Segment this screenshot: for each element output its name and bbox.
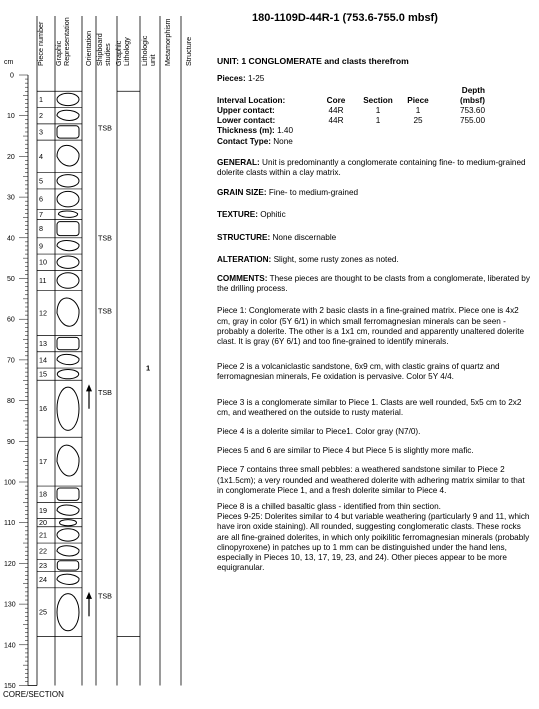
piece-number: 4 xyxy=(39,151,43,161)
clast-outline xyxy=(57,145,79,166)
clast-outline xyxy=(57,222,79,236)
header-cm: cm xyxy=(4,59,14,66)
note-piece-7: Piece 7 contains three small pebbles: a weathered sandstone similar to Piece 2 (1x1.5cm); a very rounded and weathered dolerite with adhering matrix similar to that in conglomerate Piece 1, and a fresh dolerite similar to Piece 4. xyxy=(217,465,525,495)
piece-number: 6 xyxy=(39,194,43,204)
depth-label: 90 xyxy=(7,438,15,446)
header-lithologic-unit: unit xyxy=(148,54,157,66)
shipboard-sample-label: TSB xyxy=(98,591,112,601)
pieces-range: 1-25 xyxy=(247,74,265,84)
alteration-text: Slight, some rusty zones as noted. xyxy=(273,254,399,264)
col-depth: Depth (mbsf) xyxy=(459,86,485,106)
piece-number: 21 xyxy=(39,530,47,540)
note-pieces-8-25: Piece 8 is a chilled basaltic glass - identified from thin section. Pieces 9-25: Dolerites similar to 4 but variable weathering (particularly 9 and 11, which have iron oxide staining). All rounded, suggesting conglomeratic clasts. These rocks are all fine-grained dolerites, in which only poikilitic ferromagnesian minerals (probably clinopyroxene) in patches up to 1 mm can be distinguished under the hand lens, especially in Pieces 10, 13, 17, 19, 23, and 24). Other pieces appear to be more equigranular. xyxy=(217,502,530,573)
depth-label: 40 xyxy=(7,235,15,243)
orientation-arrow-head xyxy=(86,592,92,599)
clast-outline xyxy=(57,594,79,631)
structure-label: STRUCTURE: xyxy=(217,232,271,242)
depth-label: 10 xyxy=(7,113,15,121)
general-label: GENERAL: xyxy=(217,157,260,167)
comments-label: COMMENTS: xyxy=(217,274,268,284)
header-graphic-representation: Graphic xyxy=(54,40,63,66)
piece-number: 15 xyxy=(39,369,47,379)
clast-outline xyxy=(57,387,79,430)
header-metamorphism: Metamorphism xyxy=(163,18,172,66)
pieces-label: Pieces: xyxy=(217,74,246,84)
depth-label: 20 xyxy=(7,153,15,161)
clast-outline xyxy=(57,561,78,570)
core-log-graphic xyxy=(0,0,212,709)
clast-outline xyxy=(57,126,79,138)
piece-number: 5 xyxy=(39,176,43,186)
piece-number: 16 xyxy=(39,404,47,414)
clast-outline xyxy=(57,370,78,379)
note-piece-3: Piece 3 is a conglomerate similar to Piece 1. Clasts are well rounded, 5x5 cm to 2x2 cm, and weathered on the outside to rusty material. xyxy=(217,397,522,417)
depth-label: 30 xyxy=(7,194,15,202)
clast-outline xyxy=(57,505,79,515)
lower-contact-label: Lower contact: xyxy=(217,116,276,126)
piece-number: 18 xyxy=(39,489,47,499)
core-section-label: CORE/SECTION xyxy=(3,690,64,699)
texture-label: TEXTURE: xyxy=(217,210,258,220)
depth-label: 130 xyxy=(4,601,16,609)
header-shipboard-studies: Shipboard xyxy=(95,33,104,66)
interval-heading: Interval Location: xyxy=(217,96,286,106)
clast-outline xyxy=(60,520,77,526)
clast-outline xyxy=(57,273,79,288)
depth-label: 110 xyxy=(4,520,16,528)
depth-label: 70 xyxy=(7,357,15,365)
clast-outline xyxy=(58,211,77,217)
piece-number: 17 xyxy=(39,457,47,467)
piece-number: 8 xyxy=(39,224,43,234)
piece-number: 22 xyxy=(39,546,47,556)
lithologic-unit-number: 1 xyxy=(146,363,151,373)
piece-number: 11 xyxy=(39,276,47,286)
lower-core: 44R xyxy=(328,116,344,126)
note-piece-4: Piece 4 is a dolerite similar to Piece1. Color gray (N7/0). xyxy=(217,427,421,437)
clast-outline xyxy=(57,191,79,206)
unit-description xyxy=(217,56,533,574)
core-identifier: 180-1109D-44R-1 (753.6-755.0 mbsf) xyxy=(252,12,438,24)
upper-core: 44R xyxy=(328,106,344,116)
header-piece-number: Piece number xyxy=(36,21,45,66)
contact-type-label: Contact Type: xyxy=(217,136,271,146)
clast-outline xyxy=(57,337,79,349)
piece-number: 9 xyxy=(39,241,43,251)
clast-outline xyxy=(57,256,79,268)
note-piece-2: Piece 2 is a volcaniclastic sandstone, 6x9 cm, with clastic grains of quartz and ferromagnesian minerals, Fe oxidation is pervasive. Color 5Y 4/4. xyxy=(217,362,500,382)
texture-text: Ophitic xyxy=(260,210,286,220)
col-core: Core xyxy=(326,96,346,106)
structure-text: None discernable xyxy=(272,232,337,242)
comments-text: These pieces are thought to be clasts from a conglomerate, liberated by the drilling process. xyxy=(217,274,530,294)
shipboard-sample-label: TSB xyxy=(98,387,112,397)
lower-piece: 25 xyxy=(413,116,423,126)
upper-piece: 1 xyxy=(415,106,421,116)
clast-outline xyxy=(57,93,79,105)
piece-number: 12 xyxy=(39,308,47,318)
piece-number: 19 xyxy=(39,505,47,515)
thickness-value: 1.40 xyxy=(277,126,293,136)
header-lithologic-unit: Lithologic xyxy=(140,35,149,66)
piece-number: 1 xyxy=(39,94,43,104)
shipboard-studies-column xyxy=(98,123,112,600)
clast-outline xyxy=(57,354,79,364)
lower-depth: 755.00 xyxy=(459,116,485,126)
clast-outline xyxy=(57,546,79,556)
header-structure: Structure xyxy=(184,36,193,66)
header-graphic-lithology: Lithology xyxy=(122,37,131,66)
shipboard-sample-label: TSB xyxy=(98,123,112,133)
shipboard-sample-label: TSB xyxy=(98,233,112,243)
piece-number: 2 xyxy=(39,111,43,121)
header-shipboard-studies: studies xyxy=(103,43,112,66)
general-text: Unit is predominantly a conglomerate containing fine- to medium-grained dolerite clasts within a clay matrix. xyxy=(217,157,526,178)
graphic-representation xyxy=(57,93,79,631)
upper-contact-label: Upper contact: xyxy=(217,106,275,116)
thickness-label: Thickness (m): xyxy=(217,126,275,136)
depth-label: 60 xyxy=(7,316,15,324)
unit-name: CONGLOMERATE and clasts therefrom xyxy=(248,56,409,66)
interval-table xyxy=(217,86,485,126)
log-frame xyxy=(28,16,181,686)
header-graphic-lithology: Graphic xyxy=(114,40,123,66)
depth-label: 140 xyxy=(4,642,16,650)
depth-label: 0 xyxy=(10,72,14,80)
lower-section: 1 xyxy=(375,116,381,126)
piece-number: 23 xyxy=(39,560,47,570)
depth-label: 100 xyxy=(4,479,16,487)
clast-outline xyxy=(57,175,79,187)
alteration-label: ALTERATION: xyxy=(217,254,272,264)
depth-label: 80 xyxy=(7,398,15,406)
piece-number: 13 xyxy=(39,339,47,349)
note-piece-1: Piece 1: Conglomerate with 2 basic clasts in a fine-grained matrix. Piece one is 4x2 cm, gray in color (5Y 6/1) in which small ferromagnesian minerals can be seen - probably a dolerite. The other is a 1x1 cm, rounded and apparently unaltered dolerite clast. It is gray (6Y 6/1) and too fine-grained to identify minerals. xyxy=(217,306,525,347)
col-piece: Piece xyxy=(407,96,429,106)
grain-size-text: Fine- to medium-grained xyxy=(268,188,359,198)
clast-outline xyxy=(57,529,79,541)
piece-number: 24 xyxy=(39,575,47,585)
col-section: Section xyxy=(363,96,393,106)
depth-label: 50 xyxy=(7,276,15,283)
piece-number: 3 xyxy=(39,127,43,137)
piece-number: 25 xyxy=(39,607,47,617)
piece-number: 20 xyxy=(39,518,47,528)
header-orientation: Orientation xyxy=(84,30,93,66)
lithologic-unit-column xyxy=(146,364,150,373)
clast-outline xyxy=(57,298,79,326)
piece-number: 10 xyxy=(39,257,47,267)
column-headers xyxy=(4,17,193,66)
orientation-column xyxy=(86,384,92,616)
clast-outline xyxy=(57,488,79,500)
depth-scale xyxy=(4,73,28,691)
upper-depth: 753.60 xyxy=(459,106,485,116)
note-pieces-5-6: Pieces 5 and 6 are similar to Piece 4 but Piece 5 is slightly more mafic. xyxy=(217,446,474,456)
shipboard-sample-label: TSB xyxy=(98,306,112,316)
orientation-arrow-head xyxy=(86,384,92,391)
depth-label: 120 xyxy=(4,560,16,568)
grain-size-label: GRAIN SIZE: xyxy=(217,188,267,198)
upper-section: 1 xyxy=(375,106,381,116)
clast-outline xyxy=(57,445,79,476)
depth-label: 150 xyxy=(4,683,16,690)
clast-outline xyxy=(57,110,79,120)
clast-outline xyxy=(57,574,79,584)
clast-outline xyxy=(57,240,79,250)
unit-title: UNIT: 1 xyxy=(217,56,247,66)
piece-number: 7 xyxy=(39,209,43,219)
header-graphic-representation: Representation xyxy=(62,17,71,66)
piece-number: 14 xyxy=(39,355,47,365)
contact-type-value: None xyxy=(273,136,293,146)
